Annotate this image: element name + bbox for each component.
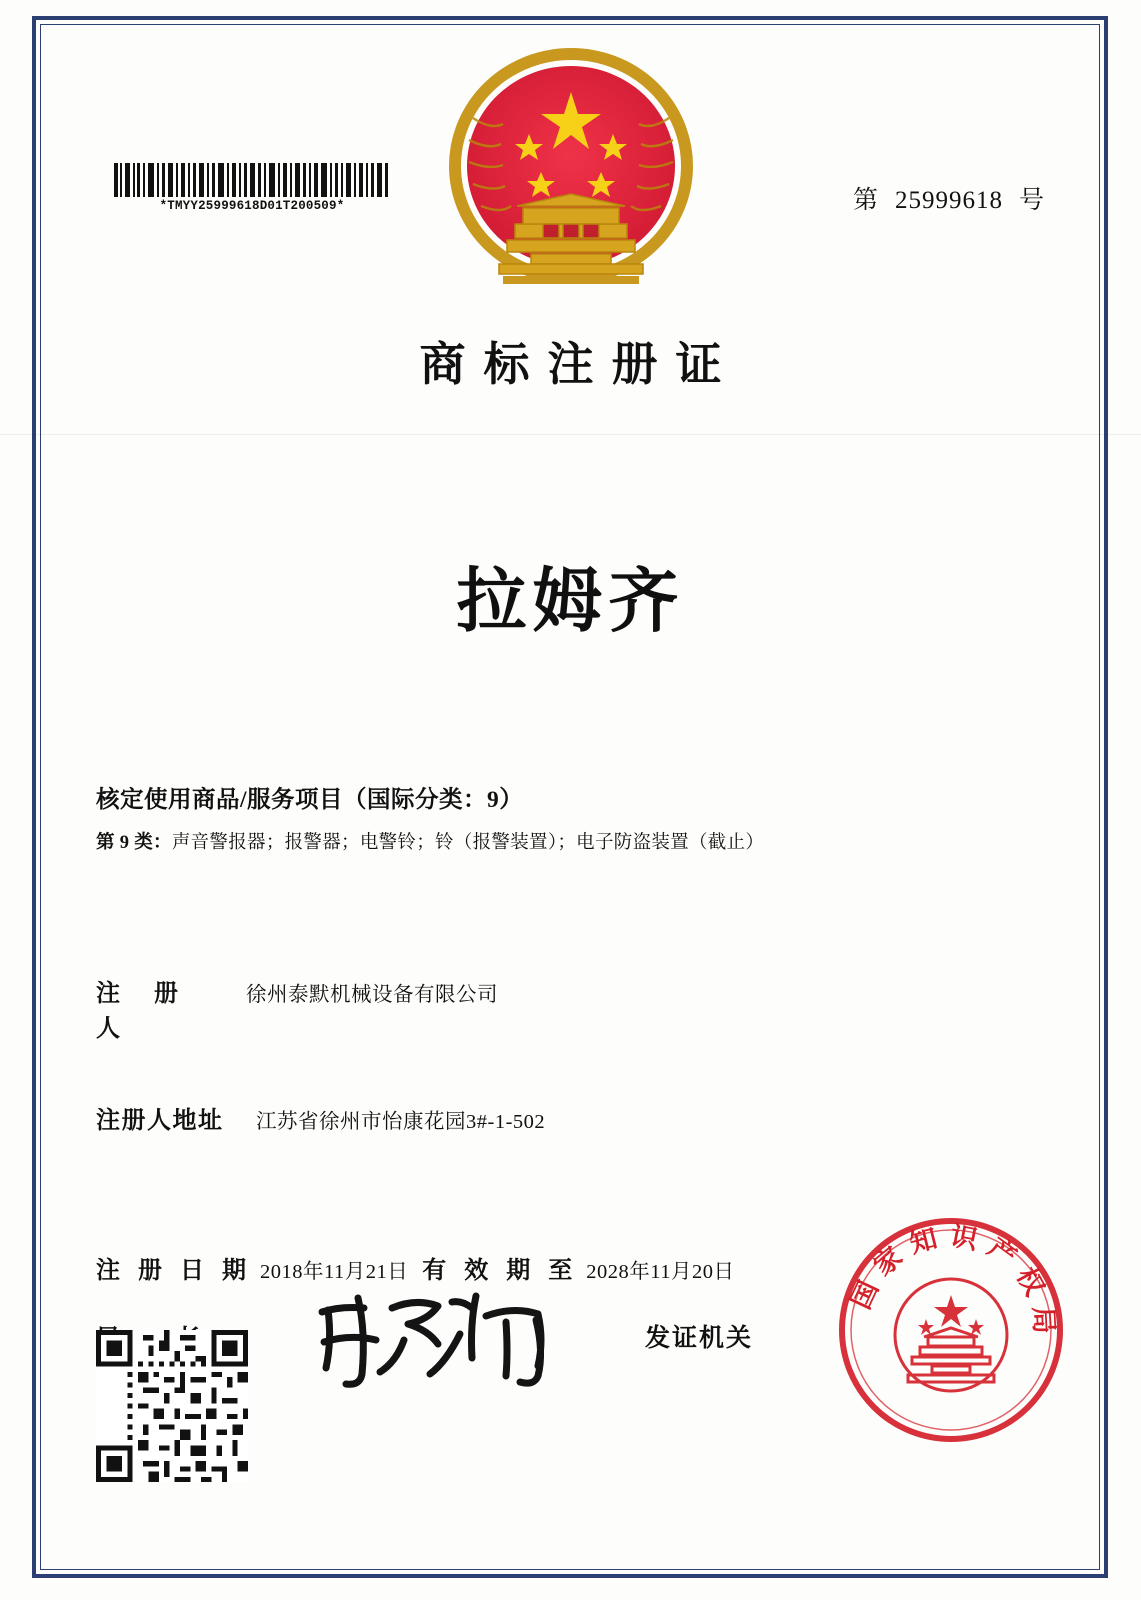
- seal-text: 国家知识产权局: [845, 1220, 1060, 1345]
- issuer-label: 发证机关: [645, 1325, 754, 1352]
- address-label: 注册人地址: [96, 1108, 224, 1134]
- goods-heading: 核定使用商品/服务项目（国际分类：9）: [96, 787, 524, 813]
- registrant-label: 注 册 人: [96, 981, 192, 1042]
- serial-number: 25999618: [894, 187, 1003, 214]
- registrant-row: [96, 973, 1045, 1043]
- official-seal: [836, 1215, 1066, 1445]
- address-row: [96, 1100, 1045, 1135]
- barcode-number: *TMYY25999618D01T200509*: [159, 199, 345, 213]
- director-signature: [300, 1282, 620, 1392]
- barcode-block: [112, 163, 392, 213]
- page-fold-line: [0, 434, 1141, 435]
- serial-suffix: 号: [1018, 187, 1045, 214]
- certificate-serial: [853, 180, 1045, 216]
- qr-code-icon: [96, 1330, 248, 1482]
- trademark-name: 拉姆齐: [456, 560, 685, 642]
- registrant-value: 徐州泰默机械设备有限公司: [246, 984, 498, 1006]
- goods-items-row: [96, 828, 1045, 854]
- valid-until-value: 2028年11月20日: [586, 1261, 735, 1283]
- goods-class-label: 第 9 类：: [96, 833, 172, 853]
- goods-items: 声音警报器；报警器；电警铃；铃（报警装置）；电子防盗装置（截止）: [171, 833, 765, 853]
- valid-until-label: 有 效 期 至: [422, 1258, 579, 1284]
- registration-date-value: 2018年11月21日: [260, 1261, 409, 1283]
- svg-text:国家知识产权局: [845, 1220, 1059, 1344]
- address-value: 江苏省徐州市怡康花园3#-1-502: [256, 1111, 546, 1133]
- page-title: 商标注册证: [419, 339, 740, 390]
- serial-prefix: 第: [852, 187, 879, 214]
- national-emblem-icon: [447, 48, 695, 298]
- registration-date-label: 注 册 日 期: [96, 1258, 252, 1284]
- barcode-icon: [112, 163, 390, 197]
